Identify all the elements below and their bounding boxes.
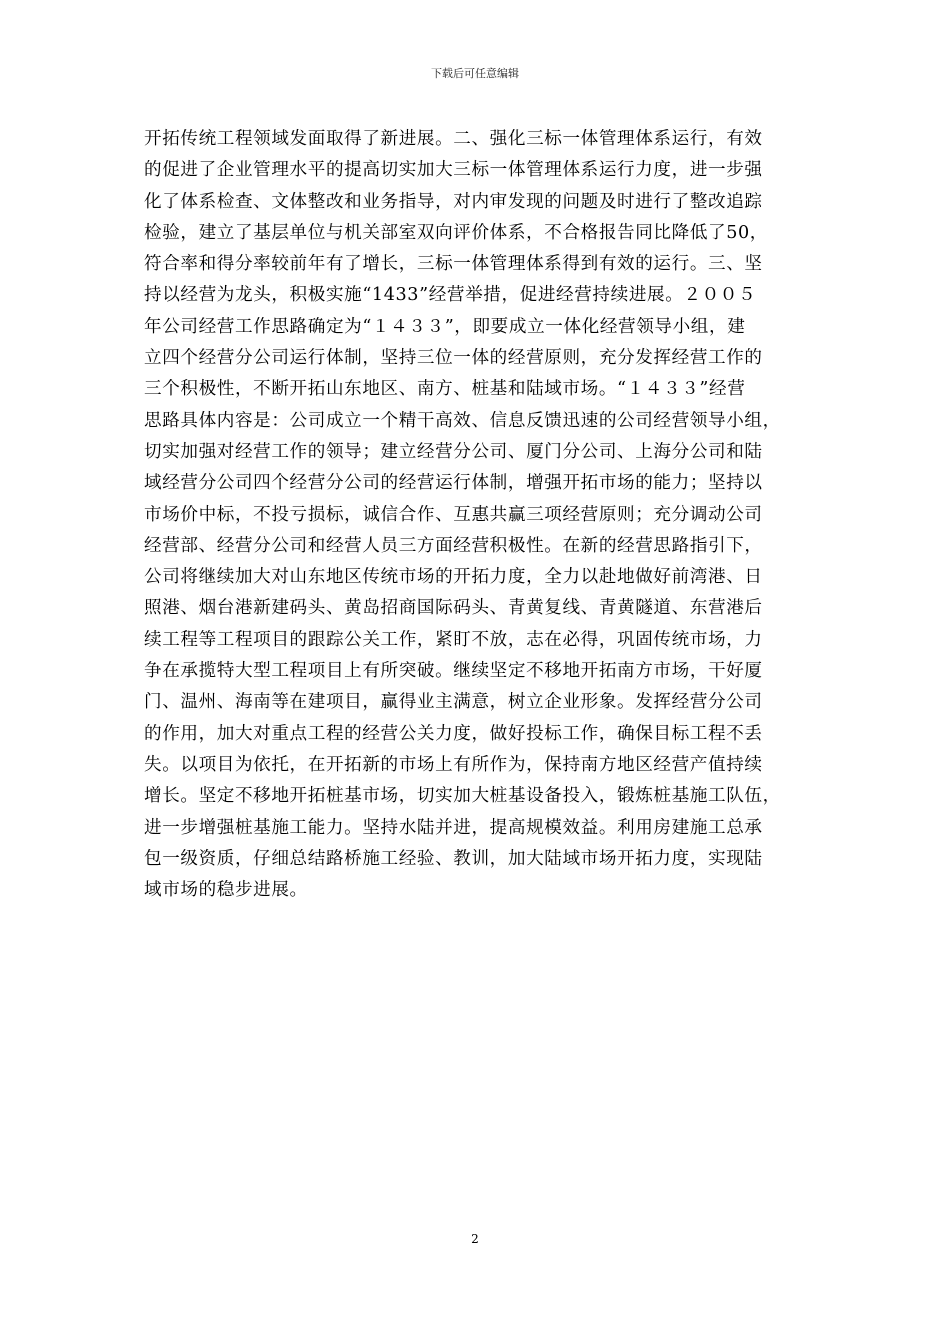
text-line: 三个积极性，不断开拓山东地区、南方、桩基和陆域市场。“１４３３”经营 <box>144 379 746 400</box>
text-line: 年公司经营工作思路确定为“１４３３”，即要成立一体化经营领导小组，建 <box>144 316 746 337</box>
text-line: 增长。坚定不移地开拓桩基市场，切实加大桩基设备投入，锻炼桩基施工队伍， <box>144 786 781 807</box>
text-line: 持以经营为龙头，积极实施“1433”经营举措，促进经营持续进展。２００５ <box>144 285 757 306</box>
text-line: 失。以项目为依托，在开拓新的市场上有所作为，保持南方地区经营产值持续 <box>144 754 763 775</box>
text-line: 经营部、经营分公司和经营人员三方面经营积极性。在新的经营思路指引下， <box>144 535 763 556</box>
text-line: 包一级资质，仔细总结路桥施工经验、教训，加大陆域市场开拓力度，实现陆 <box>144 848 763 869</box>
text-line: 续工程等工程项目的跟踪公关工作，紧盯不放，志在必得，巩固传统市场，力 <box>144 629 763 650</box>
text-line: 进一步增强桩基施工能力。坚持水陆并进，提高规模效益。利用房建施工总承 <box>144 817 763 838</box>
page-number: 2 <box>471 1232 479 1246</box>
page-header: 下载后可任意编辑 <box>431 67 519 80</box>
text-line: 符合率和得分率较前年有了增长，三标一体管理体系得到有效的运行。三、坚 <box>144 254 763 275</box>
text-line: 照港、烟台港新建码头、黄岛招商国际码头、青黄复线、青黄隧道、东营港后 <box>144 598 763 619</box>
text-line: 争在承揽特大型工程项目上有所突破。继续坚定不移地开拓南方市场，干好厦 <box>144 661 763 682</box>
body-paragraph <box>144 124 814 906</box>
text-line: 市场价中标，不投亏损标，诚信合作、互惠共赢三项经营原则；充分调动公司 <box>144 504 763 525</box>
text-line: 化了体系检查、文体整改和业务指导，对内审发现的问题及时进行了整改追踪 <box>144 191 763 212</box>
text-line: 切实加强对经营工作的领导；建立经营分公司、厦门分公司、上海分公司和陆 <box>144 441 763 462</box>
text-line: 开拓传统工程领域发面取得了新进展。二、强化三标一体管理体系运行，有效 <box>144 129 763 149</box>
text-line: 的作用，加大对重点工程的经营公关力度，做好投标工作，确保目标工程不丢 <box>144 723 763 744</box>
text-line: 门、温州、海南等在建项目，赢得业主满意，树立企业形象。发挥经营分公司 <box>144 692 763 713</box>
text-line: 公司将继续加大对山东地区传统市场的开拓力度，全力以赴地做好前湾港、日 <box>144 567 763 588</box>
text-line: 立四个经营分公司运行体制，坚持三位一体的经营原则，充分发挥经营工作的 <box>144 348 763 369</box>
text-line: 域经营分公司四个经营分公司的经营运行体制，增强开拓市场的能力；坚持以 <box>144 473 763 494</box>
text-line: 域市场的稳步进展。 <box>144 880 308 901</box>
text-line: 思路具体内容是：公司成立一个精干高效、信息反馈迅速的公司经营领导小组， <box>144 410 781 431</box>
text-line: 的促进了企业管理水平的提高切实加大三标一体管理体系运行力度，进一步强 <box>144 160 763 181</box>
text-line: 检验，建立了基层单位与机关部室双向评价体系，不合格报告同比降低了50， <box>144 222 768 243</box>
